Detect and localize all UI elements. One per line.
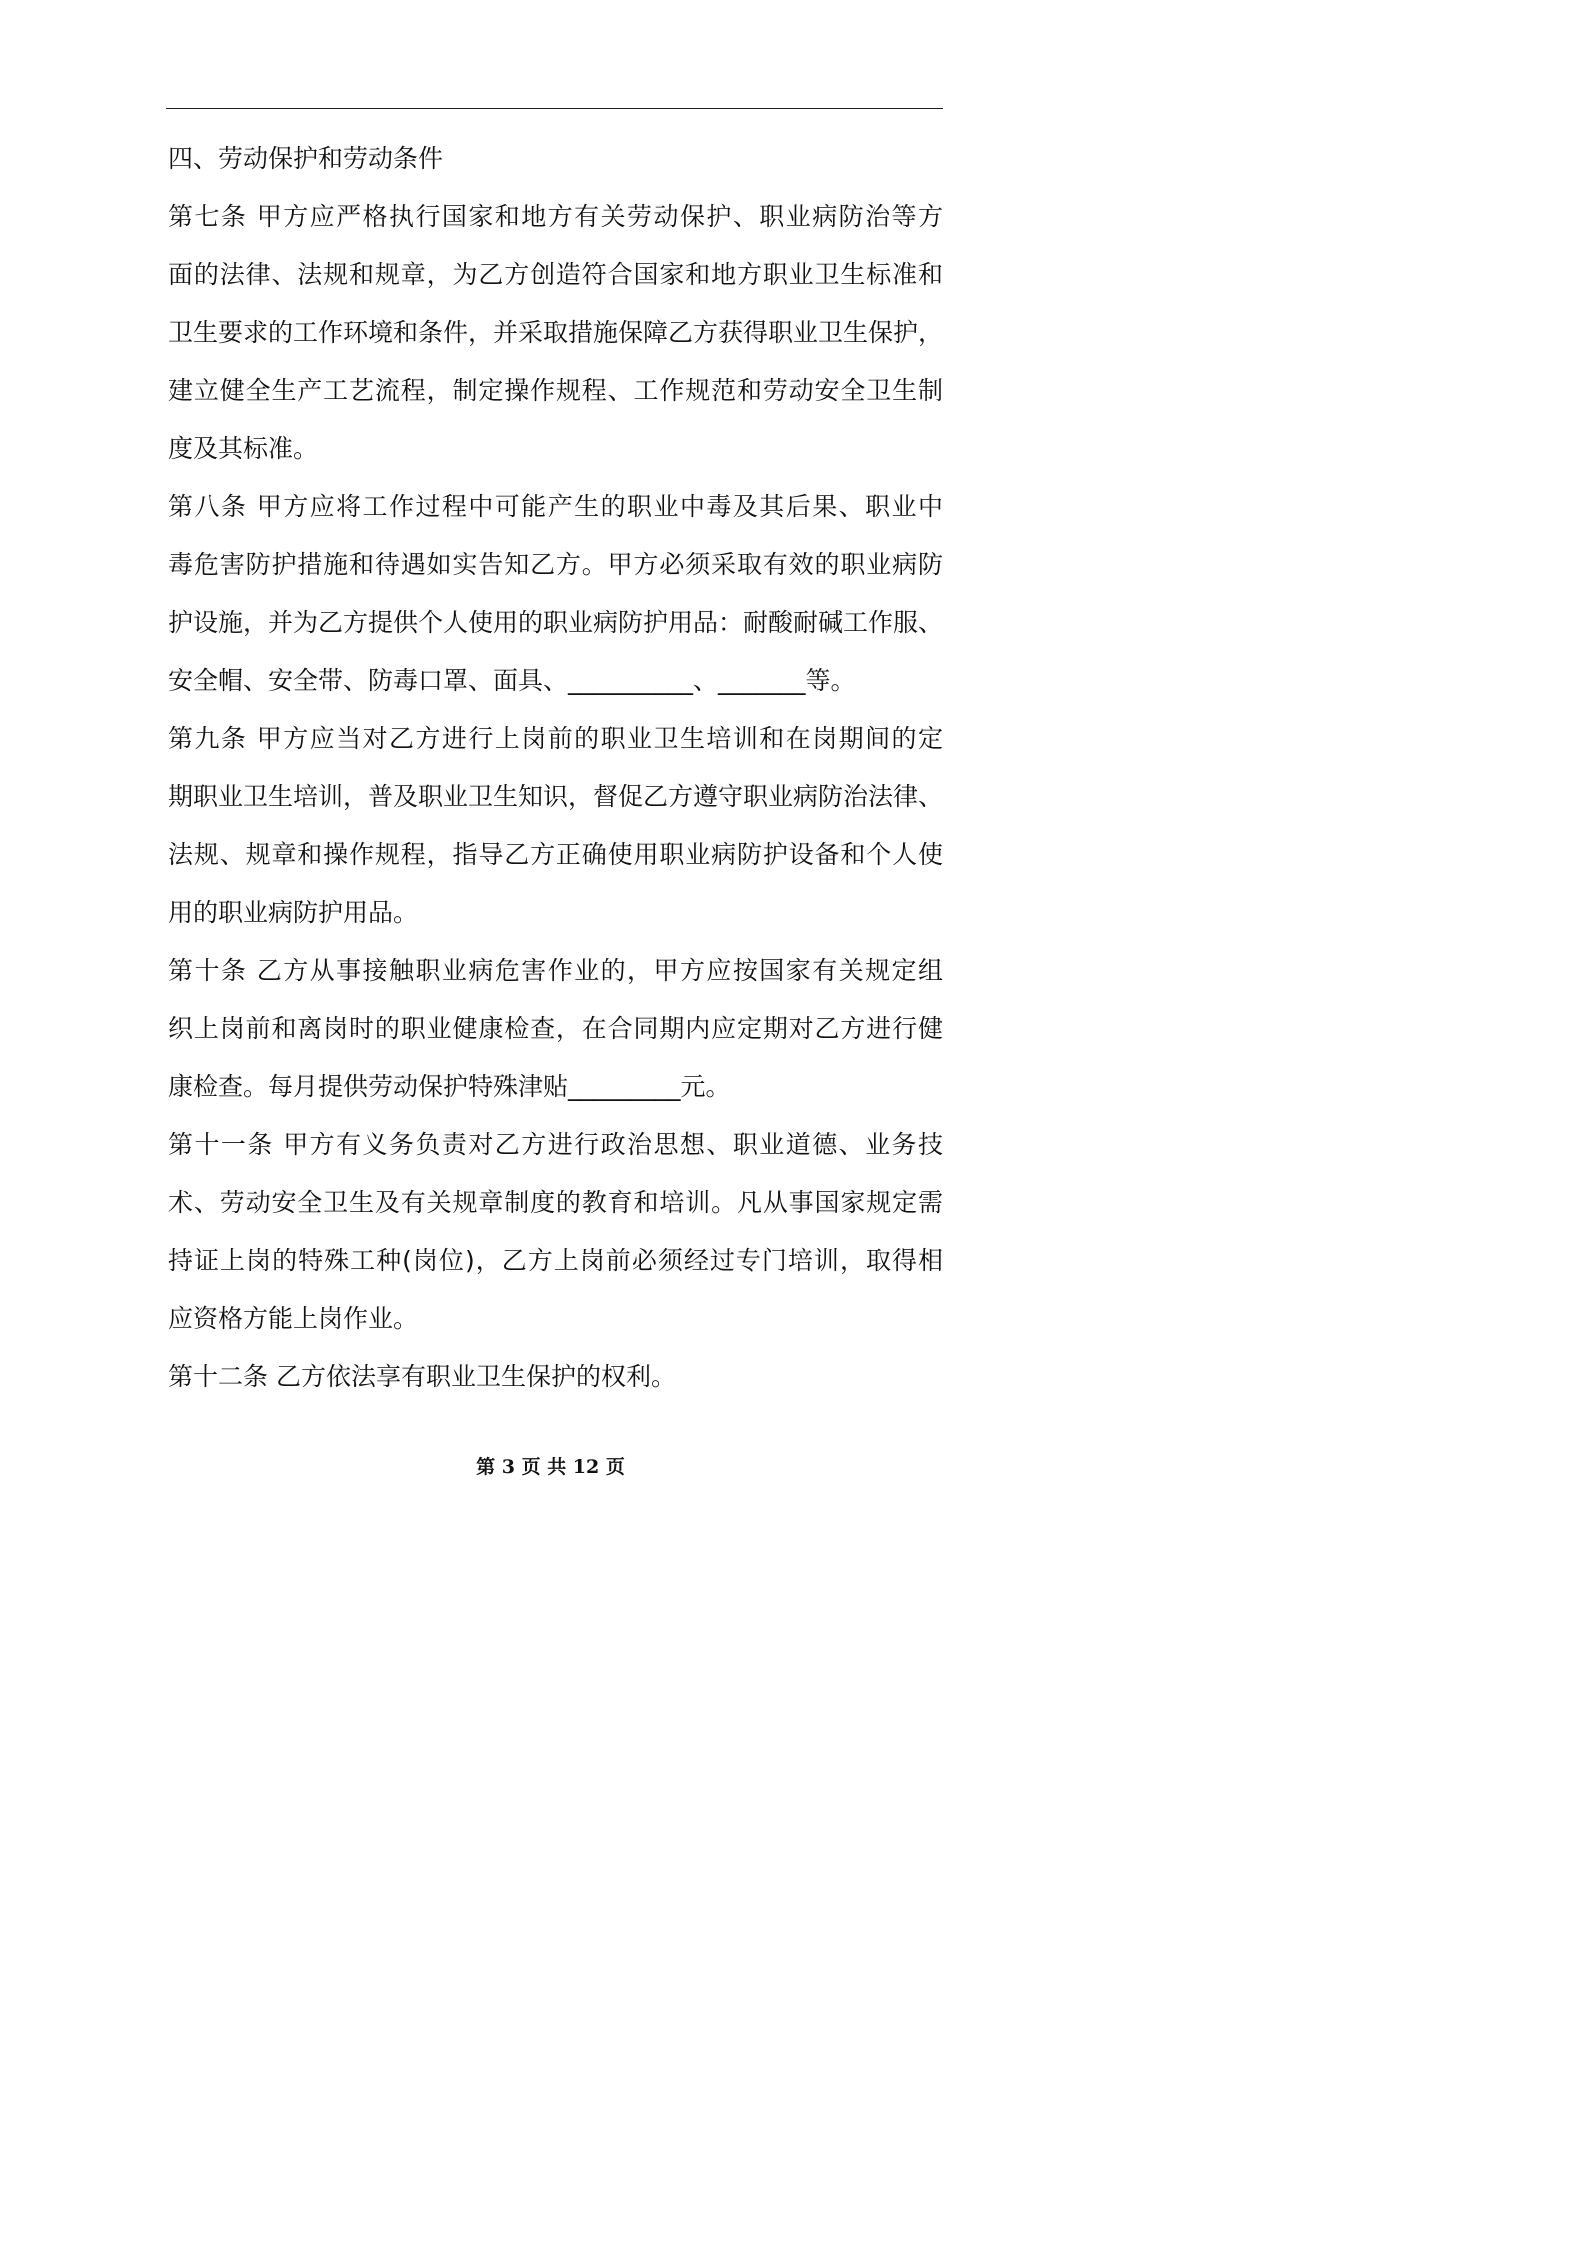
- page-number-footer: 第 3 页 共 12 页: [476, 1456, 625, 1478]
- article-7-line-1: 第七条 甲方应严格执行国家和地方有关劳动保护、职业病防治等方: [168, 202, 943, 231]
- article-12-line-1: 第十二条 乙方依法享有职业卫生保护的权利。: [168, 1362, 676, 1391]
- article-8-line-1: 第八条 甲方应将工作过程中可能产生的职业中毒及其后果、职业中: [168, 492, 943, 521]
- document-body: [168, 130, 943, 1406]
- article-7-line-3: 卫生要求的工作环境和条件，并采取措施保障乙方获得职业卫生保护，: [168, 318, 944, 347]
- article-7-line-2: 面的法律、法规和规章，为乙方创造符合国家和地方职业卫生标准和: [168, 260, 943, 289]
- section-heading: 四、劳动保护和劳动条件: [168, 144, 444, 173]
- article-11-line-4: 应资格方能上岗作业。: [168, 1304, 419, 1333]
- article-10-line-1: 第十条 乙方从事接触职业病危害作业的，甲方应按国家有关规定组: [168, 956, 943, 985]
- article-9-line-3: 法规、规章和操作规程，指导乙方正确使用职业病防护设备和个人使: [168, 840, 943, 869]
- article-7-line-4: 建立健全生产工艺流程，制定操作规程、工作规范和劳动安全卫生制: [168, 376, 943, 405]
- article-11-line-1: 第十一条 甲方有义务负责对乙方进行政治思想、职业道德、业务技: [168, 1130, 943, 1159]
- article-7-line-5: 度及其标准。: [168, 434, 319, 463]
- article-9-line-4: 用的职业病防护用品。: [168, 898, 419, 927]
- document-page: [0, 0, 1101, 1558]
- article-11-line-3: 持证上岗的特殊工种(岗位)，乙方上岗前必须经过专门培训，取得相: [168, 1246, 943, 1275]
- article-9-line-2: 期职业卫生培训，普及职业卫生知识，督促乙方遵守职业病防治法律、: [168, 782, 944, 811]
- article-10-line-3: 康检查。每月提供劳动保护特殊津贴_________元。: [168, 1072, 731, 1101]
- article-9-line-1: 第九条 甲方应当对乙方进行上岗前的职业卫生培训和在岗期间的定: [168, 724, 943, 753]
- article-8-line-2: 毒危害防护措施和待遇如实告知乙方。甲方必须采取有效的职业病防: [168, 550, 943, 579]
- article-11-line-2: 术、劳动安全卫生及有关规章制度的教育和培训。凡从事国家规定需: [168, 1188, 943, 1217]
- article-10-line-2: 织上岗前和离岗时的职业健康检查，在合同期内应定期对乙方进行健: [168, 1014, 943, 1043]
- header-rule: [166, 108, 943, 109]
- article-8-line-4: 安全帽、安全带、防毒口罩、面具、__________、_______等。: [168, 666, 856, 695]
- article-8-line-3: 护设施，并为乙方提供个人使用的职业病防护用品：耐酸耐碱工作服、: [168, 608, 944, 637]
